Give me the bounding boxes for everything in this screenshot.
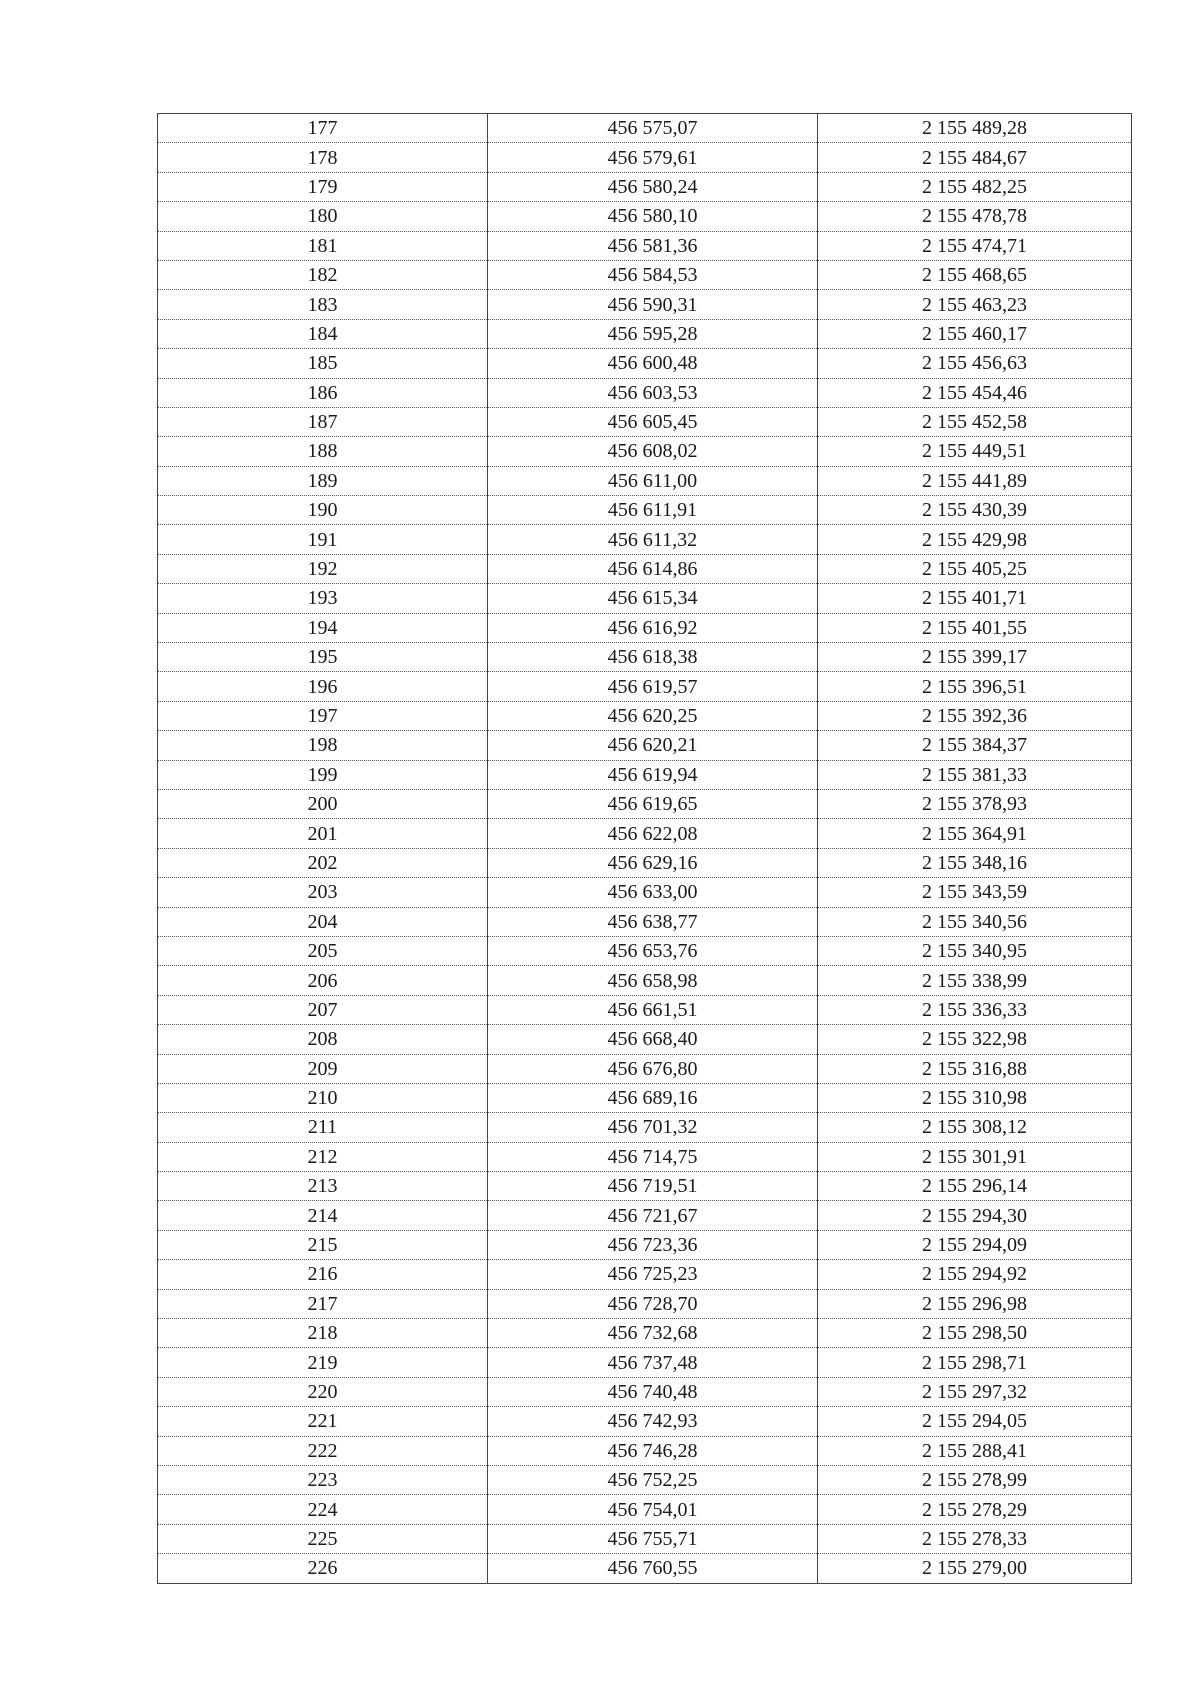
table-row — [158, 1113, 1132, 1142]
point-number-cell: 211 — [158, 1113, 488, 1142]
x-coordinate-cell: 456 619,57 — [488, 672, 818, 701]
table-row — [158, 643, 1132, 672]
y-coordinate-cell: 2 155 405,25 — [818, 554, 1132, 583]
point-number-cell: 178 — [158, 143, 488, 172]
x-coordinate-cell: 456 760,55 — [488, 1554, 818, 1583]
y-coordinate-cell: 2 155 399,17 — [818, 643, 1132, 672]
y-coordinate-cell: 2 155 401,55 — [818, 613, 1132, 642]
x-coordinate-cell: 456 633,00 — [488, 878, 818, 907]
y-coordinate-cell: 2 155 278,33 — [818, 1524, 1132, 1553]
y-coordinate-cell: 2 155 468,65 — [818, 260, 1132, 289]
y-coordinate-cell: 2 155 296,98 — [818, 1289, 1132, 1318]
point-number-cell: 202 — [158, 848, 488, 877]
point-number-cell: 190 — [158, 496, 488, 525]
table-row — [158, 907, 1132, 936]
table-row — [158, 760, 1132, 789]
point-number-cell: 226 — [158, 1554, 488, 1583]
x-coordinate-cell: 456 661,51 — [488, 995, 818, 1024]
point-number-cell: 217 — [158, 1289, 488, 1318]
x-coordinate-cell: 456 603,53 — [488, 378, 818, 407]
table-row — [158, 1172, 1132, 1201]
x-coordinate-cell: 456 728,70 — [488, 1289, 818, 1318]
point-number-cell: 192 — [158, 554, 488, 583]
x-coordinate-cell: 456 575,07 — [488, 114, 818, 143]
point-number-cell: 219 — [158, 1348, 488, 1377]
y-coordinate-cell: 2 155 449,51 — [818, 437, 1132, 466]
table-row — [158, 143, 1132, 172]
y-coordinate-cell: 2 155 294,92 — [818, 1260, 1132, 1289]
x-coordinate-cell: 456 742,93 — [488, 1407, 818, 1436]
table-row — [158, 260, 1132, 289]
x-coordinate-cell: 456 584,53 — [488, 260, 818, 289]
x-coordinate-cell: 456 737,48 — [488, 1348, 818, 1377]
y-coordinate-cell: 2 155 322,98 — [818, 1025, 1132, 1054]
coordinates-table-body — [158, 114, 1132, 1584]
y-coordinate-cell: 2 155 364,91 — [818, 819, 1132, 848]
table-row — [158, 1554, 1132, 1583]
table-row — [158, 1201, 1132, 1230]
point-number-cell: 187 — [158, 407, 488, 436]
point-number-cell: 180 — [158, 202, 488, 231]
point-number-cell: 222 — [158, 1436, 488, 1465]
point-number-cell: 207 — [158, 995, 488, 1024]
x-coordinate-cell: 456 590,31 — [488, 290, 818, 319]
point-number-cell: 212 — [158, 1142, 488, 1171]
point-number-cell: 183 — [158, 290, 488, 319]
point-number-cell: 210 — [158, 1083, 488, 1112]
point-number-cell: 225 — [158, 1524, 488, 1553]
table-row — [158, 1025, 1132, 1054]
y-coordinate-cell: 2 155 460,17 — [818, 319, 1132, 348]
point-number-cell: 184 — [158, 319, 488, 348]
y-coordinate-cell: 2 155 294,05 — [818, 1407, 1132, 1436]
table-row — [158, 1407, 1132, 1436]
y-coordinate-cell: 2 155 378,93 — [818, 789, 1132, 818]
x-coordinate-cell: 456 600,48 — [488, 349, 818, 378]
x-coordinate-cell: 456 653,76 — [488, 936, 818, 965]
y-coordinate-cell: 2 155 384,37 — [818, 731, 1132, 760]
point-number-cell: 177 — [158, 114, 488, 143]
table-row — [158, 1524, 1132, 1553]
y-coordinate-cell: 2 155 301,91 — [818, 1142, 1132, 1171]
y-coordinate-cell: 2 155 278,29 — [818, 1495, 1132, 1524]
y-coordinate-cell: 2 155 381,33 — [818, 760, 1132, 789]
x-coordinate-cell: 456 580,10 — [488, 202, 818, 231]
x-coordinate-cell: 456 620,21 — [488, 731, 818, 760]
point-number-cell: 216 — [158, 1260, 488, 1289]
x-coordinate-cell: 456 611,00 — [488, 466, 818, 495]
y-coordinate-cell: 2 155 308,12 — [818, 1113, 1132, 1142]
table-row — [158, 1054, 1132, 1083]
point-number-cell: 188 — [158, 437, 488, 466]
y-coordinate-cell: 2 155 430,39 — [818, 496, 1132, 525]
table-row — [158, 407, 1132, 436]
point-number-cell: 223 — [158, 1465, 488, 1494]
y-coordinate-cell: 2 155 298,71 — [818, 1348, 1132, 1377]
table-row — [158, 613, 1132, 642]
y-coordinate-cell: 2 155 478,78 — [818, 202, 1132, 231]
x-coordinate-cell: 456 619,65 — [488, 789, 818, 818]
table-row — [158, 966, 1132, 995]
x-coordinate-cell: 456 725,23 — [488, 1260, 818, 1289]
x-coordinate-cell: 456 668,40 — [488, 1025, 818, 1054]
x-coordinate-cell: 456 746,28 — [488, 1436, 818, 1465]
point-number-cell: 186 — [158, 378, 488, 407]
x-coordinate-cell: 456 618,38 — [488, 643, 818, 672]
table-row — [158, 1289, 1132, 1318]
table-row — [158, 1465, 1132, 1494]
y-coordinate-cell: 2 155 429,98 — [818, 525, 1132, 554]
table-row — [158, 349, 1132, 378]
table-row — [158, 584, 1132, 613]
point-number-cell: 189 — [158, 466, 488, 495]
y-coordinate-cell: 2 155 288,41 — [818, 1436, 1132, 1465]
y-coordinate-cell: 2 155 297,32 — [818, 1377, 1132, 1406]
x-coordinate-cell: 456 615,34 — [488, 584, 818, 613]
table-row — [158, 1260, 1132, 1289]
y-coordinate-cell: 2 155 441,89 — [818, 466, 1132, 495]
point-number-cell: 199 — [158, 760, 488, 789]
x-coordinate-cell: 456 622,08 — [488, 819, 818, 848]
table-row — [158, 1377, 1132, 1406]
y-coordinate-cell: 2 155 484,67 — [818, 143, 1132, 172]
table-row — [158, 378, 1132, 407]
x-coordinate-cell: 456 740,48 — [488, 1377, 818, 1406]
x-coordinate-cell: 456 616,92 — [488, 613, 818, 642]
x-coordinate-cell: 456 611,32 — [488, 525, 818, 554]
point-number-cell: 182 — [158, 260, 488, 289]
y-coordinate-cell: 2 155 456,63 — [818, 349, 1132, 378]
y-coordinate-cell: 2 155 294,30 — [818, 1201, 1132, 1230]
y-coordinate-cell: 2 155 294,09 — [818, 1230, 1132, 1259]
y-coordinate-cell: 2 155 463,23 — [818, 290, 1132, 319]
x-coordinate-cell: 456 611,91 — [488, 496, 818, 525]
point-number-cell: 205 — [158, 936, 488, 965]
table-row — [158, 731, 1132, 760]
point-number-cell: 215 — [158, 1230, 488, 1259]
point-number-cell: 201 — [158, 819, 488, 848]
x-coordinate-cell: 456 752,25 — [488, 1465, 818, 1494]
x-coordinate-cell: 456 620,25 — [488, 701, 818, 730]
table-row — [158, 202, 1132, 231]
x-coordinate-cell: 456 581,36 — [488, 231, 818, 260]
point-number-cell: 193 — [158, 584, 488, 613]
table-row — [158, 701, 1132, 730]
table-row — [158, 1436, 1132, 1465]
y-coordinate-cell: 2 155 310,98 — [818, 1083, 1132, 1112]
x-coordinate-cell: 456 629,16 — [488, 848, 818, 877]
y-coordinate-cell: 2 155 474,71 — [818, 231, 1132, 260]
point-number-cell: 209 — [158, 1054, 488, 1083]
point-number-cell: 200 — [158, 789, 488, 818]
x-coordinate-cell: 456 605,45 — [488, 407, 818, 436]
y-coordinate-cell: 2 155 452,58 — [818, 407, 1132, 436]
table-row — [158, 290, 1132, 319]
y-coordinate-cell: 2 155 348,16 — [818, 848, 1132, 877]
y-coordinate-cell: 2 155 279,00 — [818, 1554, 1132, 1583]
y-coordinate-cell: 2 155 340,95 — [818, 936, 1132, 965]
table-row — [158, 525, 1132, 554]
table-row — [158, 319, 1132, 348]
x-coordinate-cell: 456 608,02 — [488, 437, 818, 466]
table-row — [158, 819, 1132, 848]
table-row — [158, 848, 1132, 877]
point-number-cell: 220 — [158, 1377, 488, 1406]
table-row — [158, 437, 1132, 466]
x-coordinate-cell: 456 754,01 — [488, 1495, 818, 1524]
point-number-cell: 195 — [158, 643, 488, 672]
y-coordinate-cell: 2 155 489,28 — [818, 114, 1132, 143]
table-row — [158, 1083, 1132, 1112]
point-number-cell: 194 — [158, 613, 488, 642]
point-number-cell: 185 — [158, 349, 488, 378]
x-coordinate-cell: 456 614,86 — [488, 554, 818, 583]
table-row — [158, 554, 1132, 583]
table-row — [158, 1348, 1132, 1377]
point-number-cell: 198 — [158, 731, 488, 760]
table-row — [158, 466, 1132, 495]
point-number-cell: 191 — [158, 525, 488, 554]
point-number-cell: 214 — [158, 1201, 488, 1230]
table-row — [158, 496, 1132, 525]
y-coordinate-cell: 2 155 340,56 — [818, 907, 1132, 936]
x-coordinate-cell: 456 619,94 — [488, 760, 818, 789]
table-row — [158, 231, 1132, 260]
point-number-cell: 181 — [158, 231, 488, 260]
x-coordinate-cell: 456 638,77 — [488, 907, 818, 936]
x-coordinate-cell: 456 714,75 — [488, 1142, 818, 1171]
table-row — [158, 1319, 1132, 1348]
x-coordinate-cell: 456 658,98 — [488, 966, 818, 995]
x-coordinate-cell: 456 579,61 — [488, 143, 818, 172]
point-number-cell: 224 — [158, 1495, 488, 1524]
table-row — [158, 1495, 1132, 1524]
point-number-cell: 218 — [158, 1319, 488, 1348]
table-row — [158, 936, 1132, 965]
table-row — [158, 172, 1132, 201]
table-row — [158, 1142, 1132, 1171]
x-coordinate-cell: 456 721,67 — [488, 1201, 818, 1230]
x-coordinate-cell: 456 701,32 — [488, 1113, 818, 1142]
y-coordinate-cell: 2 155 336,33 — [818, 995, 1132, 1024]
table-row — [158, 672, 1132, 701]
y-coordinate-cell: 2 155 396,51 — [818, 672, 1132, 701]
x-coordinate-cell: 456 732,68 — [488, 1319, 818, 1348]
x-coordinate-cell: 456 719,51 — [488, 1172, 818, 1201]
y-coordinate-cell: 2 155 454,46 — [818, 378, 1132, 407]
table-row — [158, 995, 1132, 1024]
table-row — [158, 1230, 1132, 1259]
x-coordinate-cell: 456 689,16 — [488, 1083, 818, 1112]
point-number-cell: 221 — [158, 1407, 488, 1436]
x-coordinate-cell: 456 580,24 — [488, 172, 818, 201]
y-coordinate-cell: 2 155 338,99 — [818, 966, 1132, 995]
y-coordinate-cell: 2 155 316,88 — [818, 1054, 1132, 1083]
y-coordinate-cell: 2 155 278,99 — [818, 1465, 1132, 1494]
point-number-cell: 206 — [158, 966, 488, 995]
point-number-cell: 197 — [158, 701, 488, 730]
point-number-cell: 208 — [158, 1025, 488, 1054]
y-coordinate-cell: 2 155 343,59 — [818, 878, 1132, 907]
x-coordinate-cell: 456 676,80 — [488, 1054, 818, 1083]
point-number-cell: 196 — [158, 672, 488, 701]
y-coordinate-cell: 2 155 296,14 — [818, 1172, 1132, 1201]
point-number-cell: 213 — [158, 1172, 488, 1201]
x-coordinate-cell: 456 595,28 — [488, 319, 818, 348]
point-number-cell: 179 — [158, 172, 488, 201]
y-coordinate-cell: 2 155 298,50 — [818, 1319, 1132, 1348]
point-number-cell: 203 — [158, 878, 488, 907]
table-row — [158, 789, 1132, 818]
table-row — [158, 878, 1132, 907]
x-coordinate-cell: 456 723,36 — [488, 1230, 818, 1259]
x-coordinate-cell: 456 755,71 — [488, 1524, 818, 1553]
y-coordinate-cell: 2 155 392,36 — [818, 701, 1132, 730]
y-coordinate-cell: 2 155 401,71 — [818, 584, 1132, 613]
coordinates-table — [157, 113, 1132, 1584]
table-row — [158, 114, 1132, 143]
y-coordinate-cell: 2 155 482,25 — [818, 172, 1132, 201]
point-number-cell: 204 — [158, 907, 488, 936]
